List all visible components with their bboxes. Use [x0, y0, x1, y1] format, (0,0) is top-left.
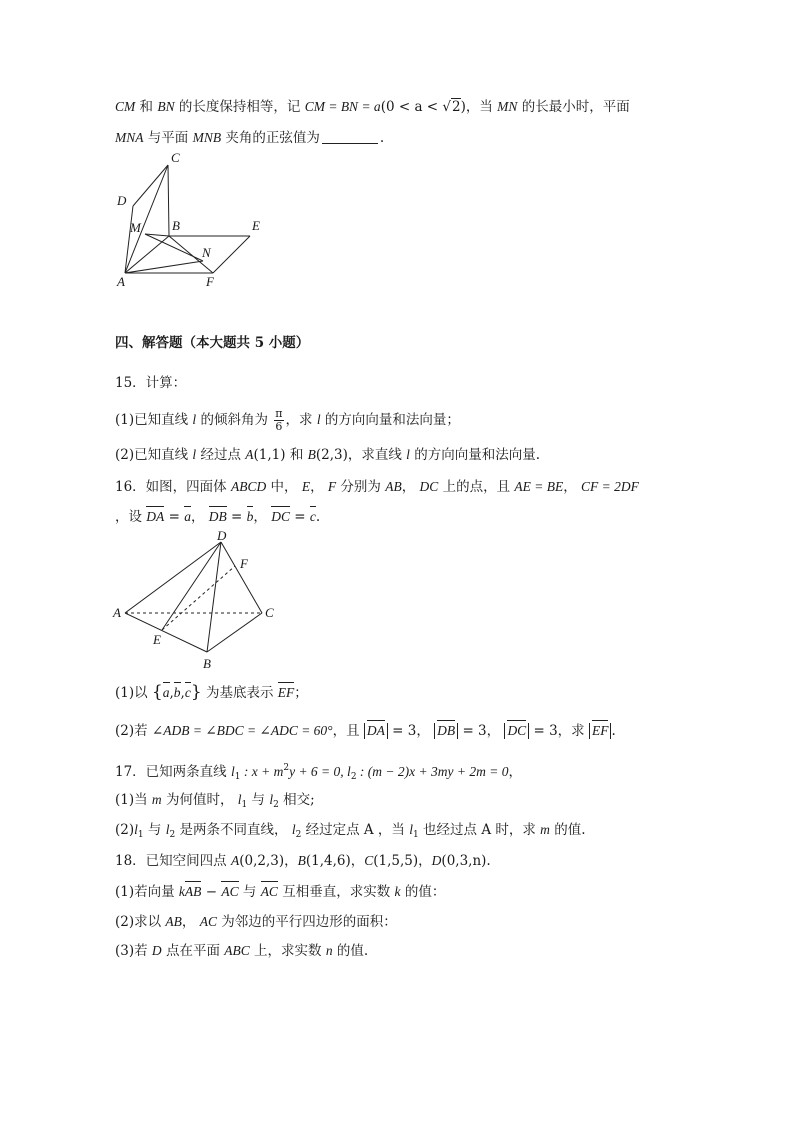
abs-ef: EF [589, 723, 612, 739]
q17-part-1: (1)当 m 为何值时， $l_1$ 与 $l_2$ 相交; [115, 792, 315, 810]
q16-line-2: ，设 DA = a， DB = b， DC = c. [115, 509, 321, 525]
edge-da [125, 542, 221, 613]
edge-db [207, 542, 221, 652]
label-n: N [202, 245, 211, 260]
label-c: C [265, 605, 274, 620]
q16-figure [105, 530, 285, 675]
edge-dc [221, 542, 262, 613]
q16-part-2: (2)若 ∠ADB = ∠BDC = ∠ADC = 60°，且 DA = 3， DB = 3， DC = 3，求 EF . [115, 723, 616, 739]
label-b: B [203, 656, 211, 671]
fraction-pi-over-6: $\frac{\pi}{6}$ [275, 407, 283, 433]
label-m: M [130, 220, 141, 235]
abs-db: DB [434, 723, 458, 739]
q17-line-1: 17．已知两条直线 $l_1$ : $x + m^2y + 6 = 0$, $l_2$ : (m − 2)x + 3my + 2m = 0， [115, 763, 522, 782]
q15-part-2: (2)已知直线 l 经过点 A(1,1) 和 B(2,3)，求直线 l 的方向向量和法向量. [115, 447, 541, 463]
label-d: D [217, 530, 227, 543]
label-a: A [113, 605, 121, 620]
edge-ef [213, 236, 250, 273]
q18-part-2: (2)求以 AB， AC 为邻边的平行四边形的面积： [115, 914, 397, 930]
label-b: B [172, 218, 180, 233]
q18-line-1: 18．已知空间四点 A(0,2,3)，B(1,4,6)，C(1,5,5)，D(0,3,n). [115, 853, 491, 869]
q16-part-1: (1)以 {a,b,c} 为基底表示 EF； [115, 682, 308, 702]
edge-dc [133, 165, 168, 206]
abs-dc: DC [504, 723, 529, 739]
q18-part-3: (3)若 D 点在平面 ABC 上，求实数 n 的值. [115, 943, 369, 959]
q15-head: 15．计算： [115, 375, 187, 391]
label-d: D [117, 193, 127, 208]
section-title: 四、解答题（本大题共 5 小题） [115, 335, 310, 351]
label-e: E [153, 632, 161, 647]
q17-part-2: $(2)l_1$ 与 $l_2$ 是两条不同直线， $l_2$ 经过定点 A ，当 $l_1$ 也经过点 A 时，求 m 的值. [115, 822, 586, 840]
label-c: C [171, 150, 180, 165]
q14-line-2: MNA 与平面 MNB 夹角的正弦值为 . [115, 130, 385, 146]
q16-line-1: 16．如图，四面体 ABCD 中， E， F 分别为 AB， DC 上的点，且 AE = BE， CF = 2DF [115, 479, 639, 495]
abs-da: DA [364, 723, 388, 739]
label-f: F [206, 274, 214, 289]
edge-cb [168, 165, 169, 236]
q18-part-1: (1)若向量 kAB − AC 与 AC 互相垂直，求实数 k 的值： [115, 884, 446, 900]
q14-figure [105, 148, 275, 293]
label-e: E [252, 218, 260, 233]
edge-ab [125, 613, 207, 652]
label-a: A [117, 274, 125, 289]
edge-bc [207, 613, 262, 652]
q15-part-1: (1)已知直线 l 的倾斜角为 $\frac{\pi}{6}$ ，求 l 的方向向量和法向量； [115, 407, 460, 433]
label-f: F [240, 556, 248, 571]
q14-line-1: CM 和 BN 的长度保持相等，记 CM = BN = a(0 < a < √2)，当 MN 的长最小时，平面 [115, 99, 630, 115]
segment-mn [145, 234, 203, 261]
answer-blank [322, 129, 378, 144]
